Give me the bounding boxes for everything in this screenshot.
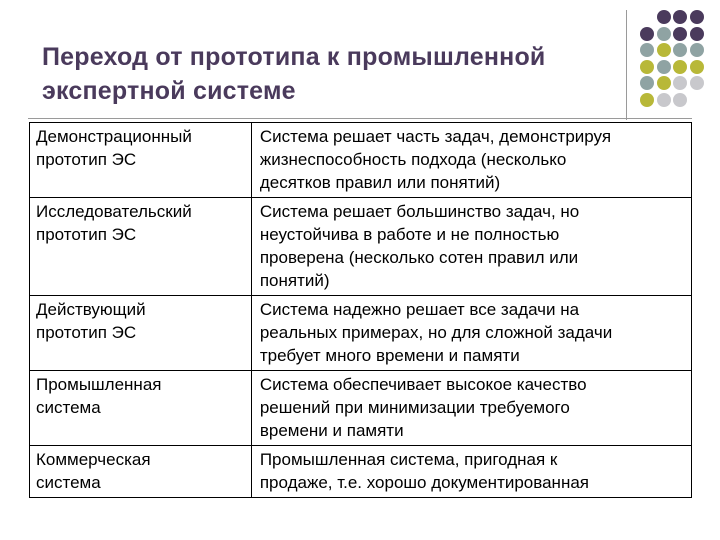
description-line: понятий) [259,271,330,290]
table-row [30,123,692,198]
description-line: жизнеспособность подхода (несколько [259,150,567,169]
decorative-dot [657,27,671,41]
stage-line: Коммерческая [36,450,151,469]
title-underline [28,118,692,119]
decorative-dot [690,76,704,90]
description-line: проверена (несколько сотен правил или [259,248,579,267]
decorative-dot [673,93,687,107]
decorative-dot [640,60,654,74]
stage-cell [30,123,252,198]
description-cell [251,296,691,371]
decorative-dot [657,10,671,24]
stage-line: прототип ЭС [36,225,137,244]
description-cell [251,446,691,498]
decorative-dot [673,43,687,57]
description-cell [251,371,691,446]
title-line-2: экспертной системе [42,77,296,105]
description-line: Система обеспечивает высокое качество [259,375,587,394]
stage-cell [30,371,252,446]
stage-line: Демонстрационный [36,127,192,146]
decorative-dot [690,60,704,74]
stage-line: прототип ЭС [36,150,137,169]
decorative-dot [690,43,704,57]
stage-cell [30,198,252,296]
description-line: десятков правил или понятий) [259,173,501,192]
decorative-dot [640,76,654,90]
stage-line: Действующий [36,300,146,319]
decorative-dot [640,43,654,57]
stage-cell [30,296,252,371]
decorative-dot [640,93,654,107]
decorative-dot [657,93,671,107]
description-line: времени и памяти [259,421,404,440]
vertical-divider-line [626,10,627,120]
stage-line: система [36,473,101,492]
decorative-dot [673,60,687,74]
description-cell [251,123,691,198]
decorative-dot [657,43,671,57]
description-line: Промышленная система, пригодная к [259,450,558,469]
decorative-dot [690,27,704,41]
title-line-1: Переход от прототипа к промышленной [42,43,546,71]
decorative-dot [640,27,654,41]
description-line: решений при минимизации требуемого [259,398,570,417]
decorative-dot [657,76,671,90]
table-row [30,371,692,446]
description-line: Система решает часть задач, демонстрируя [259,127,612,146]
description-line: Система решает большинство задач, но [259,202,580,221]
decorative-dot [673,76,687,90]
decorative-dot [690,10,704,24]
description-cell [251,198,691,296]
stage-line: прототип ЭС [36,323,137,342]
description-line: требует много времени и памяти [259,346,520,365]
stage-line: Исследовательский [36,202,192,221]
table-row [30,198,692,296]
description-line: продаже, т.е. хорошо документированная [259,473,589,492]
stage-cell [30,446,252,498]
table-row [30,296,692,371]
stages-table [29,122,692,498]
decorative-dot [657,60,671,74]
table-row [30,446,692,498]
description-line: неустойчива в работе и не полностью [259,225,560,244]
stage-line: система [36,398,101,417]
description-line: Система надежно решает все задачи на [259,300,580,319]
slide-title [42,40,622,108]
description-line: реальных примерах, но для сложной задачи [259,323,613,342]
stage-line: Промышленная [36,375,162,394]
decorative-dot [673,27,687,41]
decorative-dot [673,10,687,24]
